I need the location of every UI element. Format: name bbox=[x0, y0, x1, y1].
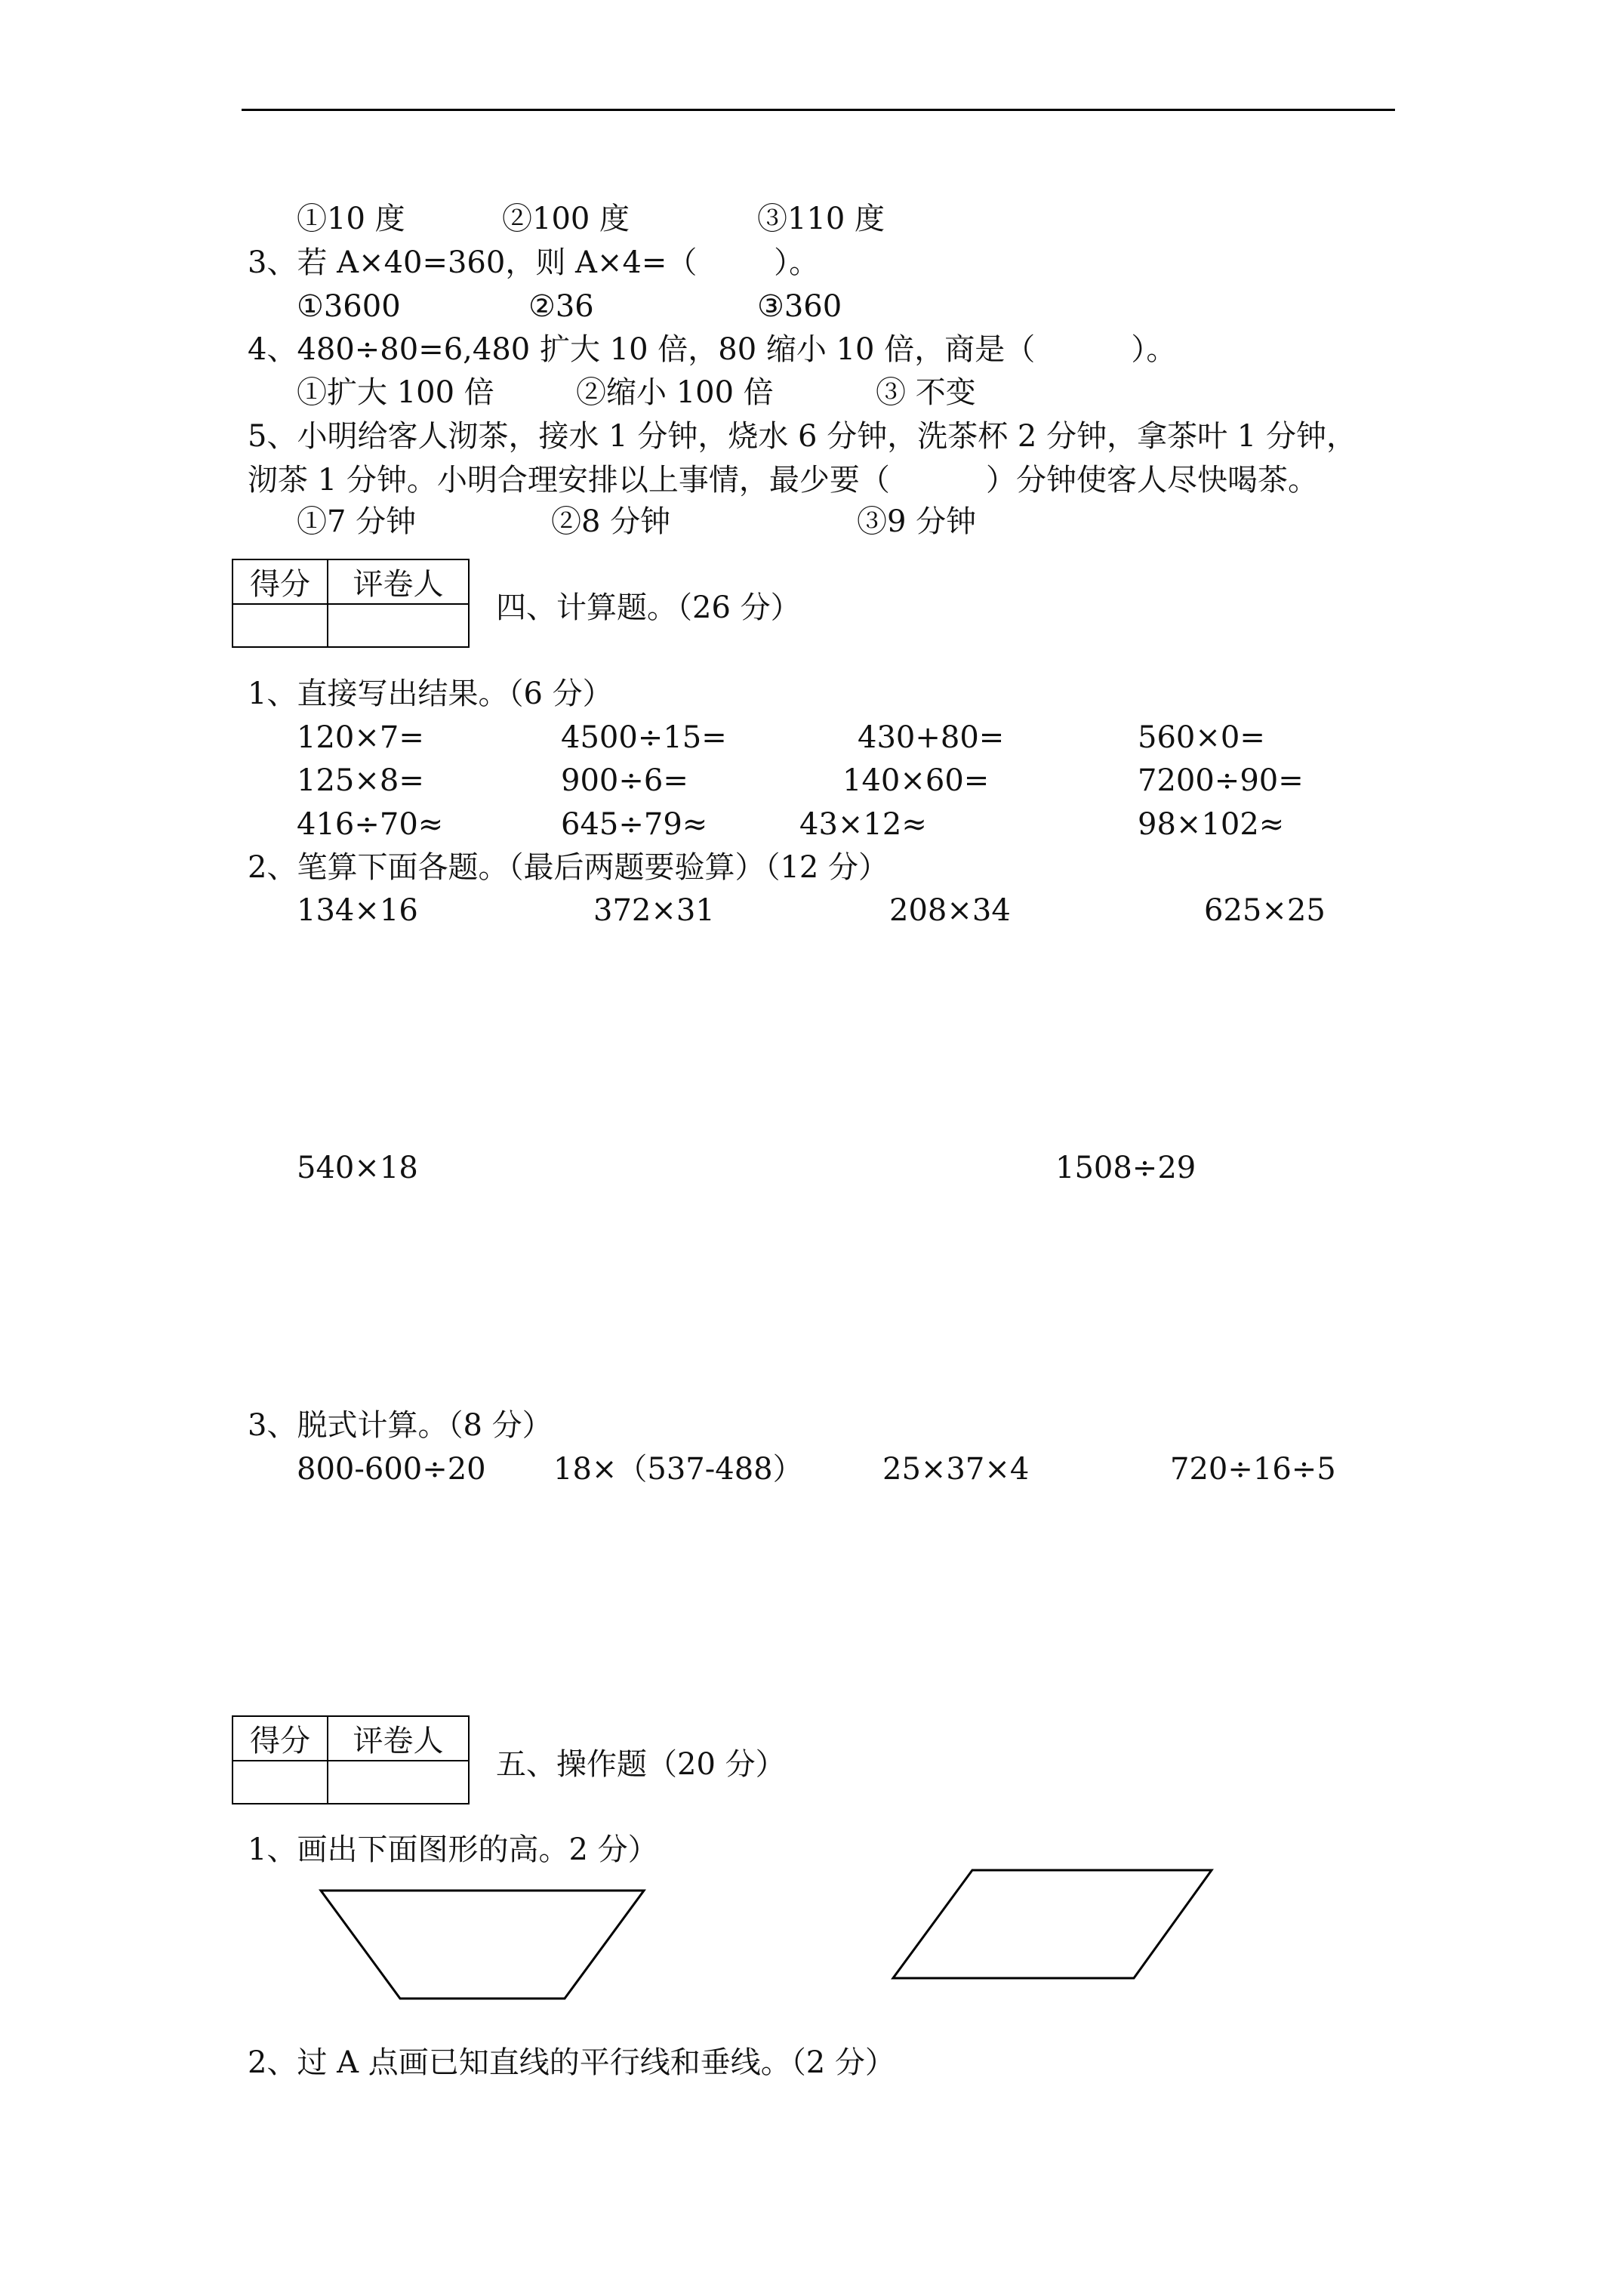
score-box-section-5 bbox=[232, 1715, 470, 1804]
s4-q1-item: 125×8= bbox=[297, 763, 424, 798]
s4-q2-item: 372×31 bbox=[593, 893, 715, 928]
s4-q1-item: 140×60= bbox=[842, 763, 990, 798]
section-5-title: 五、操作题（20 分） bbox=[496, 1747, 786, 1782]
trapezoid-figure bbox=[302, 1880, 664, 2008]
q2-option-1: ①10 度 bbox=[297, 202, 405, 236]
s4-q1-item: 4500÷15= bbox=[561, 720, 727, 755]
s4-q1-item: 7200÷90= bbox=[1138, 763, 1304, 798]
q5-line-2: 沏茶 1 分钟。小明合理安排以上事情，最少要（ ）分钟使客人尽快喝茶。 bbox=[248, 463, 1319, 498]
q5-option-2: ②8 分钟 bbox=[551, 504, 671, 539]
score-label: 得分 bbox=[233, 559, 328, 604]
score-cell[interactable] bbox=[233, 604, 328, 647]
s4-q3-item: 800-600÷20 bbox=[297, 1452, 486, 1487]
s4-q2-item: 134×16 bbox=[297, 893, 418, 928]
s5-q1-title: 1、画出下面图形的高。2 分） bbox=[248, 1832, 658, 1867]
q5-option-1: ①7 分钟 bbox=[297, 504, 417, 539]
grader-cell[interactable] bbox=[328, 604, 469, 647]
q3-option-2: ②36 bbox=[528, 289, 594, 324]
s4-q2-item: 1508÷29 bbox=[1055, 1151, 1196, 1185]
grader-label: 评卷人 bbox=[328, 1716, 469, 1761]
q2-option-2: ②100 度 bbox=[502, 202, 630, 236]
s4-q2-title: 2、笔算下面各题。（最后两题要验算）（12 分） bbox=[248, 850, 889, 885]
s4-q2-item: 625×25 bbox=[1204, 893, 1326, 928]
q4-option-1: ①扩大 100 倍 bbox=[297, 375, 494, 410]
s4-q1-item: 560×0= bbox=[1138, 720, 1265, 755]
s4-q1-item: 98×102≈ bbox=[1138, 807, 1285, 842]
s4-q3-item: 18×（537-488） bbox=[553, 1452, 803, 1487]
s4-q1-item: 120×7= bbox=[297, 720, 424, 755]
q3-option-3: ③360 bbox=[757, 289, 842, 324]
q3-text: 3、若 A×40=360，则 A×4=（ ）。 bbox=[248, 245, 820, 280]
s4-q1-item: 43×12≈ bbox=[799, 807, 927, 842]
score-box-section-4 bbox=[232, 559, 470, 648]
s4-q3-item: 25×37×4 bbox=[882, 1452, 1030, 1487]
q3-option-1: ①3600 bbox=[297, 289, 401, 324]
s4-q1-item: 430+80= bbox=[858, 720, 1005, 755]
q5-line-1: 5、小明给客人沏茶，接水 1 分钟，烧水 6 分钟，洗茶杯 2 分钟，拿茶叶 1 分钟， bbox=[248, 419, 1357, 454]
score-label: 得分 bbox=[233, 1716, 328, 1761]
s4-q1-item: 645÷79≈ bbox=[561, 807, 708, 842]
score-cell[interactable] bbox=[233, 1761, 328, 1804]
q4-option-2: ②缩小 100 倍 bbox=[576, 375, 774, 410]
s4-q3-title: 3、脱式计算。（8 分） bbox=[248, 1408, 553, 1443]
q2-option-3: ③110 度 bbox=[757, 202, 885, 236]
q5-option-3: ③9 分钟 bbox=[857, 504, 977, 539]
header-rule bbox=[242, 109, 1395, 111]
q4-text: 4、480÷80=6,480 扩大 10 倍，80 缩小 10 倍，商是（ ）。 bbox=[248, 332, 1177, 367]
section-4-title: 四、计算题。（26 分） bbox=[496, 590, 801, 625]
s4-q2-item: 540×18 bbox=[297, 1151, 418, 1185]
s4-q1-title: 1、直接写出结果。（6 分） bbox=[248, 676, 613, 711]
s5-q2-title: 2、过 A 点画已知直线的平行线和垂线。（2 分） bbox=[248, 2045, 895, 2080]
parallelogram-figure bbox=[883, 1861, 1223, 1982]
q4-option-3: ③ 不变 bbox=[876, 375, 976, 410]
s4-q2-item: 208×34 bbox=[889, 893, 1011, 928]
grader-label: 评卷人 bbox=[328, 559, 469, 604]
grader-cell[interactable] bbox=[328, 1761, 469, 1804]
s4-q1-item: 900÷6= bbox=[561, 763, 688, 798]
s4-q3-item: 720÷16÷5 bbox=[1170, 1452, 1336, 1487]
s4-q1-item: 416÷70≈ bbox=[297, 807, 444, 842]
